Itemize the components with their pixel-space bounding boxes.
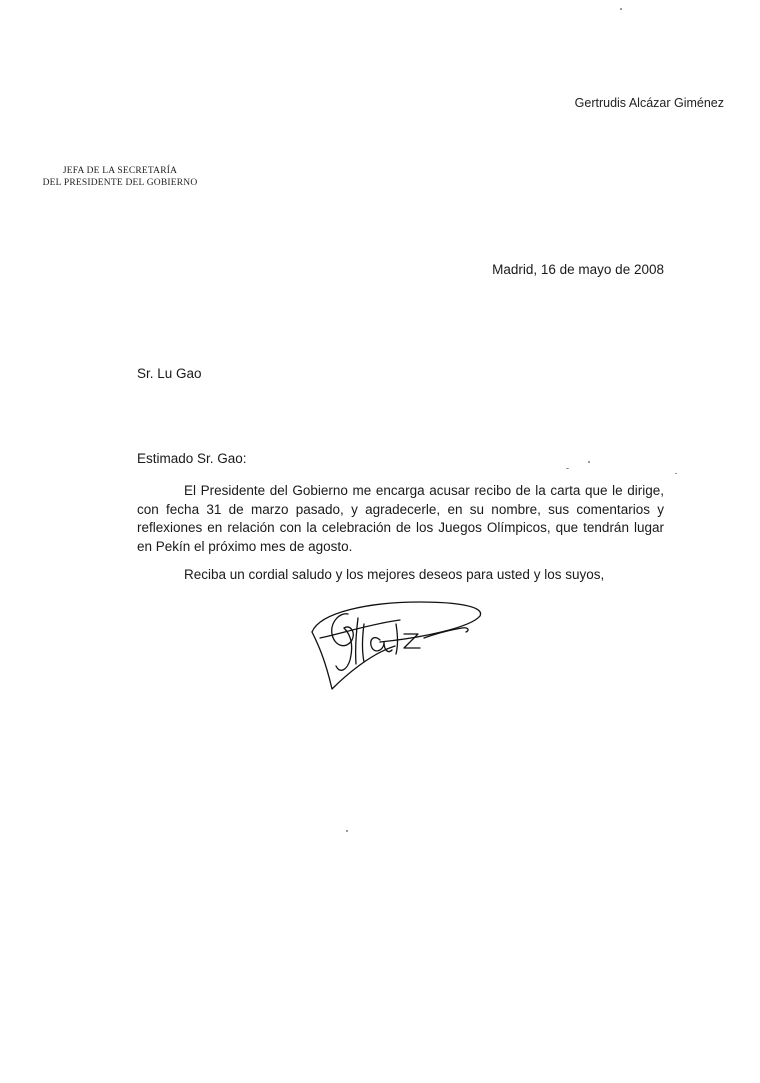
letterhead	[20, 165, 220, 189]
sender-name: Gertrudis Alcázar Giménez	[574, 96, 724, 110]
scan-speck	[346, 830, 348, 832]
body-paragraph: El Presidente del Gobierno me encarga acusar recibo de la carta que le dirige, con fecha 31 de marzo pasado, y agradecerle, en su nombre, sus comentarios y reflexiones en relación con la celebración de los Juegos Olímpicos, que tendrán lugar en Pekín el próximo mes de agosto.	[137, 483, 664, 554]
scan-speck	[620, 8, 622, 10]
scan-speck	[588, 461, 590, 463]
closing-line: Reciba un cordial saludo y los mejores deseos para usted y los suyos,	[184, 567, 605, 582]
scan-speck	[675, 473, 677, 474]
letterhead-line-1: JEFA DE LA SECRETARÍA	[62, 166, 178, 176]
signature	[300, 594, 490, 699]
letter-date: Madrid, 16 de mayo de 2008	[492, 262, 664, 277]
letterhead-line-2: DEL PRESIDENTE DEL GOBIERNO	[42, 178, 198, 188]
recipient-name: Sr. Lu Gao	[137, 366, 202, 381]
salutation: Estimado Sr. Gao:	[137, 451, 247, 466]
scan-speck	[566, 468, 569, 469]
